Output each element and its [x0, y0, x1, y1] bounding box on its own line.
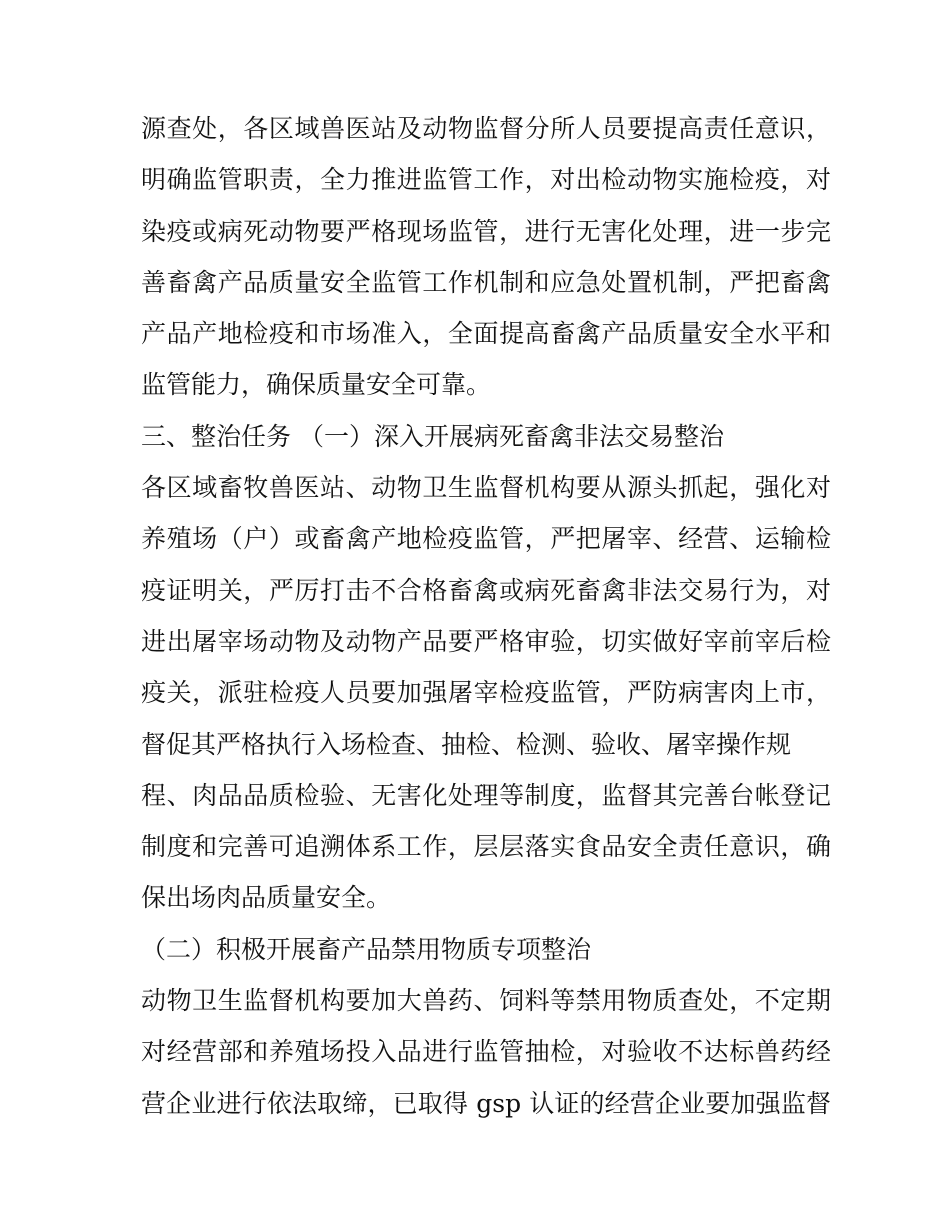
paragraph-line: 督促其严格执行入场检查、抽检、检测、验收、屠宰操作规: [141, 729, 792, 759]
paragraph-line: 源查处，各区域兽医站及动物监督分所人员要提高责任意识，: [141, 114, 831, 143]
paragraph-line: 明确监管职责，全力推进监管工作，对出检动物实施检疫，对: [141, 165, 831, 195]
document-body: [141, 103, 831, 1129]
paragraph-line: 程、肉品品质检验、无害化处理等制度，监督其完善台帐登记: [141, 780, 831, 810]
section-heading: 三、整治任务 （一）深入开展病死畜禽非法交易整治: [141, 421, 724, 451]
paragraph-line: 疫证明关，严厉打击不合格畜禽或病死畜禽非法交易行为，对: [141, 575, 831, 605]
paragraph-line: 染疫或病死动物要严格现场监管，进行无害化处理，进一步完: [141, 216, 831, 246]
paragraph-line: 产品产地检疫和市场准入，全面提高畜禽产品质量安全水平和: [141, 319, 831, 349]
paragraph-line: 制度和完善可追溯体系工作，层层落实食品安全责任意识，确: [141, 832, 831, 862]
subsection-heading: （二）积极开展畜产品禁用物质专项整治: [141, 934, 592, 964]
paragraph-line: 善畜禽产品质量安全监管工作机制和应急处置机制，严把畜禽: [141, 267, 831, 297]
paragraph-line: 动物卫生监督机构要加大兽药、饲料等禁用物质查处，不定期: [141, 986, 831, 1016]
paragraph-line: 各区域畜牧兽医站、动物卫生监督机构要从源头抓起，强化对: [141, 473, 831, 503]
paragraph-line: 疫关，派驻检疫人员要加强屠宰检疫监管，严防病害肉上市，: [141, 678, 831, 708]
paragraph-line: 营企业进行依法取缔，已取得 gsp 认证的经营企业要加强监督: [141, 1088, 831, 1118]
paragraph-line: 保出场肉品质量安全。: [141, 883, 392, 913]
paragraph-line: 养殖场（户）或畜禽产地检疫监管，严把屠宰、经营、运输检: [141, 524, 831, 554]
paragraph-line: 进出屠宰场动物及动物产品要严格审验，切实做好宰前宰后检: [141, 626, 831, 656]
paragraph-line: 对经营部和养殖场投入品进行监管抽检，对验收不达标兽药经: [141, 1037, 831, 1067]
paragraph-line: 监管能力，确保质量安全可靠。: [141, 370, 492, 400]
